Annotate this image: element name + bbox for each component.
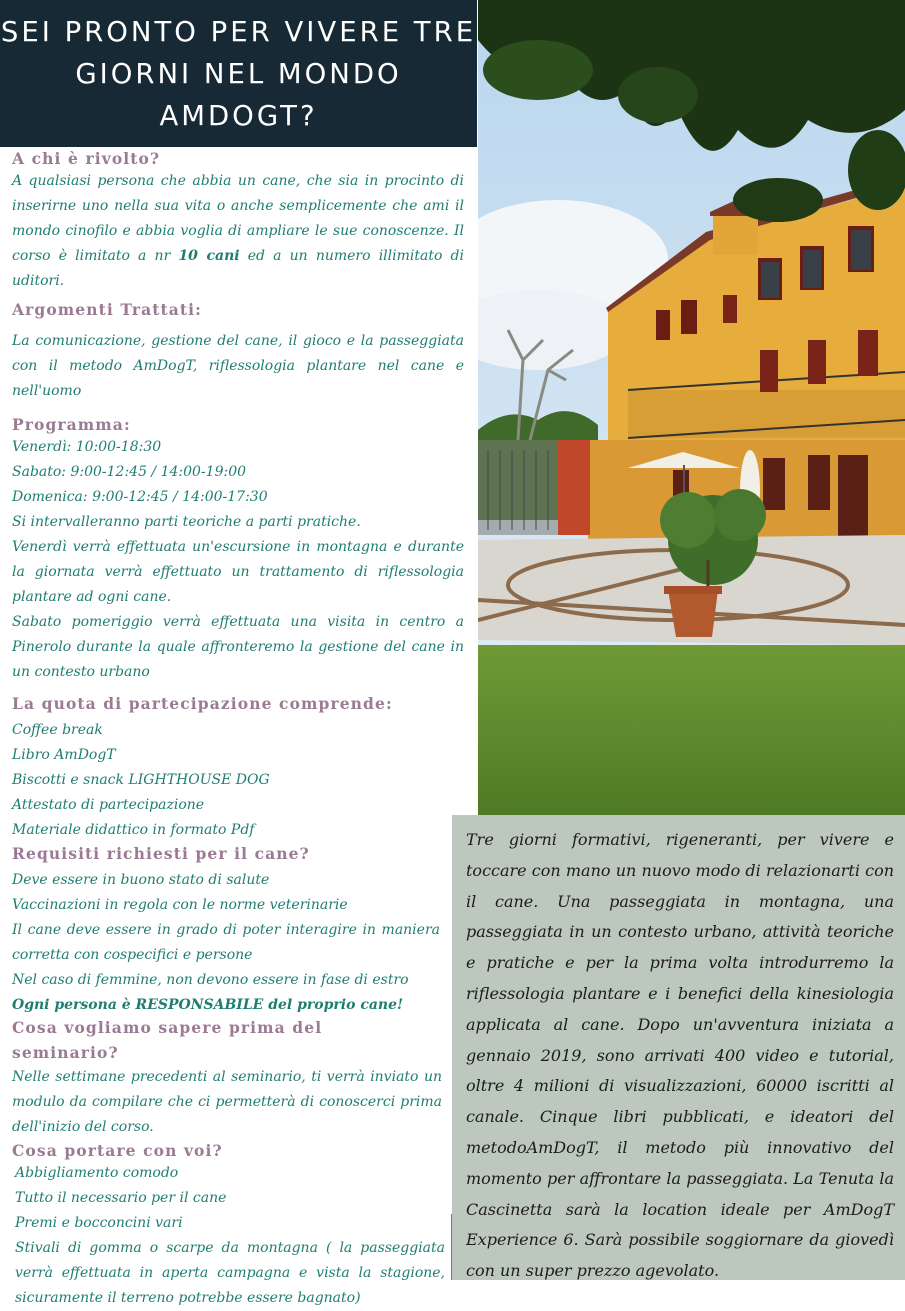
topics-text: La comunicazione, gestione del cane, il gioco e la passeggiata con il metodo AmDogT, riflessologia plantare nel cane e nell'uomo [12,333,464,399]
dog-limit: 10 cani [178,248,240,264]
bring-heading: Cosa portare con voi? [12,1141,223,1160]
description-box [452,815,905,1280]
before-text: Nelle settimane precedenti al seminario, ti verrà inviato un modulo da compilare che ci permetterà di conoscerci prima dell'inizio del corso. [12,1069,442,1135]
list-item: Coffee break [12,722,103,738]
list-item: Attestato di partecipazione [12,797,205,813]
list-item: Materiale didattico in formato Pdf [12,822,255,838]
requirements-heading: Requisiti richiesti per il cane? [12,844,310,863]
topics-heading: Argomenti Trattati: [12,300,202,319]
list-item: Abbigliamento comodo [15,1165,179,1181]
list-item: Premi e bocconcini vari [15,1215,183,1231]
title-banner [0,0,477,147]
list-item: Il cane deve essere in grado di poter interagire in maniera corretta con cospecifici e persone [12,922,440,963]
info-column [12,148,464,1311]
before-heading: Cosa vogliamo sapere prima del seminario? [12,1018,323,1062]
program-heading: Programma: [12,415,131,434]
description-text: Tre giorni formativi, rigeneranti, per vivere e toccare con mano un nuovo modo di relazionarti con il cane. Una passeggiata in montagna, una passeggiata in un contesto urbano, attività teoriche e pratiche e per la prima volta introdurremo la riflessologia plantare e i benefici della kinesiologia applicata al cane. Dopo un'avventura iniziata a gennaio 2019, sono arrivati 400 video e tutorial, oltre 4 milioni di visualizzazioni, 60000 iscritti al canale. Cinque libri pubblicati, e ideatori del metodoAmDogT, il metodo più innovativo del momento per affrontare la passeggiata. La Tenuta la Cascinetta sarà la location ideale per AmDogT Experience 6. Sarà possibile soggiornare da giovedì con un super prezzo agevolato. [466,830,894,1281]
program-friday: Venerdì verrà effettuata un'escursione in montagna e durante la giornata verrà effettuato un trattamento di riflessologia plantare ad ogni cane. [12,539,464,605]
responsibility-note: Ogni persona è RESPONSABILE del proprio cane! [12,997,404,1013]
list-item: Tutto il necessario per il cane [15,1190,227,1206]
list-item: Nel caso di femmine, non devono essere in fase di estro [12,972,409,988]
program-line: Domenica: 9:00-12:45 / 14:00-17:30 [12,489,268,505]
list-item: Stivali di gomma o scarpe da montagna ( la passeggiata verrà effettuata in aperta campagna e vista la stagione, sicuramente il terreno potrebbe essere bagnato) [15,1240,445,1306]
page-title: SEI PRONTO PER VIVERE TRE GIORNI NEL MONDO AMDOGT? [0,15,477,132]
list-item: Deve essere in buono stato di salute [12,872,270,888]
list-item: Vaccinazioni in regola con le norme veterinarie [12,897,348,913]
list-item: Biscotti e snack LIGHTHOUSE DOG [12,772,270,788]
program-line: Sabato: 9:00-12:45 / 14:00-19:00 [12,464,247,480]
program-line: Si intervalleranno parti teoriche a parti pratiche. [12,514,361,530]
list-item: Libro AmDogT [12,747,116,763]
program-line: Venerdì: 10:00-18:30 [12,439,162,455]
bring-list [12,1161,445,1311]
program-saturday: Sabato pomeriggio verrà effettuata una visita in centro a Pinerolo durante la quale affronteremo la gestione del cane in un contesto urbano [12,614,464,680]
audience-text: A qualsiasi persona che abbia un cane, che sia in procinto di inserirne uno nella sua vita o anche semplicemente che ami il mondo cinofilo e abbia voglia di ampliare le sue conoscenze. Il corso è limitato a nr 10 cani ed a un numero illimitato di uditori. [12,173,464,289]
fee-heading: La quota di partecipazione comprende: [12,694,393,713]
villa-courtyard-photo [478,0,905,815]
audience-heading: A chi è rivolto? [12,149,161,168]
